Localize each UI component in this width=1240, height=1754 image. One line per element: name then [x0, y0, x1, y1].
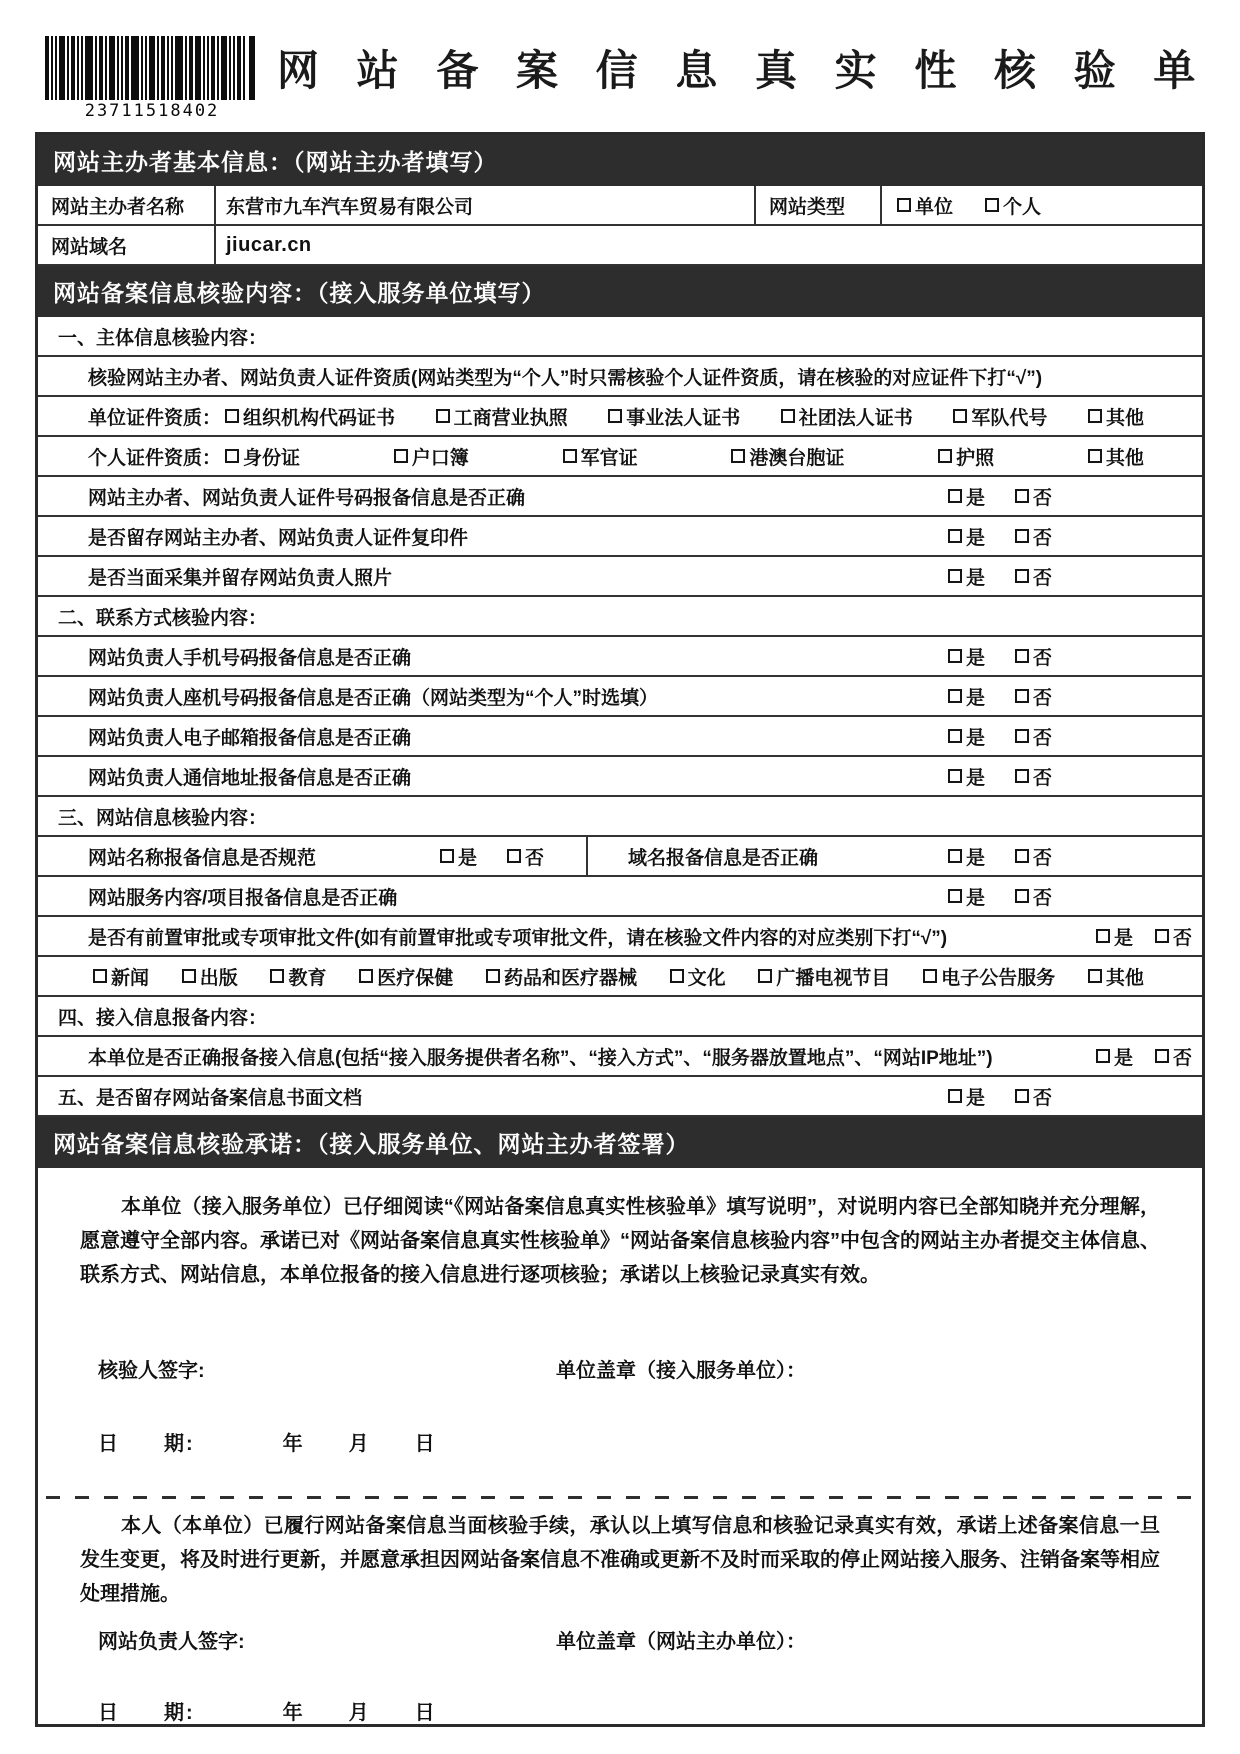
- yes-label: 是: [965, 727, 985, 749]
- checkbox[interactable]: [670, 969, 684, 983]
- no-checkbox[interactable]: [1155, 1049, 1169, 1063]
- row-part2-title: 二、联系方式核验内容：: [38, 597, 1202, 637]
- option-label: 广播电视节目: [776, 967, 891, 989]
- yes-no-group: [948, 483, 1202, 510]
- personal-cert-option[interactable]: [1088, 443, 1144, 470]
- approval-category-option[interactable]: [93, 963, 149, 990]
- checkbox[interactable]: [1088, 449, 1102, 463]
- no-option[interactable]: [1015, 563, 1052, 590]
- row-q-approval: [38, 917, 1202, 957]
- yes-checkbox[interactable]: [948, 769, 962, 783]
- checkbox[interactable]: [182, 969, 196, 983]
- verifier-sign-label: 核验人签字:: [98, 1360, 205, 1382]
- yes-label: 是: [457, 847, 477, 869]
- checkbox[interactable]: [1088, 969, 1102, 983]
- no-option[interactable]: [1015, 843, 1052, 870]
- sign-row-responsible: [98, 1625, 1202, 1654]
- option-label: 组织机构代码证书: [243, 407, 396, 429]
- unit-seal-access-label: 单位盖章（接入服务单位）：: [556, 1360, 806, 1382]
- option-label: 军队代号: [971, 407, 1048, 429]
- no-option[interactable]: [1015, 643, 1052, 670]
- option-label: 药品和医疗器械: [503, 967, 637, 989]
- option-label: 教育: [288, 967, 327, 989]
- question-text: 网站名称报备信息是否规范: [88, 847, 317, 869]
- yes-option[interactable]: [948, 1083, 985, 1110]
- row-approval-categories: [38, 957, 1202, 997]
- yes-option[interactable]: [948, 563, 985, 590]
- unit-seal-organizer-label: 单位盖章（网站主办单位）：: [556, 1631, 806, 1653]
- section-basic-header: 网站主办者基本信息：（网站主办者填写）: [38, 135, 1202, 186]
- no-label: 否: [1032, 727, 1052, 749]
- yes-checkbox[interactable]: [948, 649, 962, 663]
- option-label: 出版: [199, 967, 238, 989]
- no-checkbox[interactable]: [1015, 849, 1029, 863]
- yes-option[interactable]: [948, 523, 985, 550]
- yes-label: 是: [965, 487, 985, 509]
- yes-option[interactable]: [948, 843, 985, 870]
- yes-label: 是: [965, 647, 985, 669]
- no-option[interactable]: [1015, 723, 1052, 750]
- yes-no-group: [948, 763, 1202, 790]
- personal-cert-option[interactable]: [225, 443, 300, 470]
- row-q-access: [38, 1037, 1202, 1077]
- domain-label: 网站域名: [38, 226, 216, 264]
- no-label: 否: [524, 847, 544, 869]
- unit-label: 单位: [915, 196, 954, 218]
- unit-checkbox[interactable]: [897, 198, 911, 212]
- personal-cert-label: 个人证件资质：: [88, 447, 222, 469]
- no-option[interactable]: [1015, 1083, 1052, 1110]
- option-label: 新闻: [111, 967, 150, 989]
- yes-option[interactable]: [948, 643, 985, 670]
- unit-cert-option[interactable]: [225, 403, 395, 430]
- row-personal-cert: [38, 437, 1202, 477]
- barcode-number: 23711518402: [84, 101, 220, 121]
- no-option[interactable]: [1015, 683, 1052, 710]
- no-option[interactable]: [507, 843, 544, 870]
- no-label: 否: [1032, 1087, 1052, 1109]
- no-label: 否: [1172, 1047, 1192, 1069]
- option-label: 医疗保健: [377, 967, 454, 989]
- unit-cert-options: [225, 403, 1202, 430]
- no-label: 否: [1032, 847, 1052, 869]
- checkbox[interactable]: [731, 449, 745, 463]
- yes-option[interactable]: [948, 883, 985, 910]
- unit-cert-option[interactable]: [436, 403, 568, 430]
- domain-value: jiucar.cn: [226, 233, 312, 256]
- yes-no-group: [948, 643, 1202, 670]
- option-label: 护照: [956, 447, 995, 469]
- yes-no-group: [440, 843, 586, 870]
- approval-category-option[interactable]: [359, 963, 453, 990]
- checkbox[interactable]: [1088, 409, 1102, 423]
- yes-no-group: [948, 563, 1202, 590]
- checkbox[interactable]: [938, 449, 952, 463]
- approval-category-option[interactable]: [1088, 963, 1144, 990]
- personal-label: 个人: [1003, 196, 1042, 218]
- row-q-landline: [38, 677, 1202, 717]
- no-checkbox[interactable]: [1015, 889, 1029, 903]
- personal-checkbox[interactable]: [985, 198, 999, 212]
- promise-section: [38, 1168, 1202, 1724]
- no-option[interactable]: [1015, 883, 1052, 910]
- option-label: 身份证: [243, 447, 301, 469]
- checkbox[interactable]: [436, 409, 450, 423]
- no-label: 否: [1032, 527, 1052, 549]
- row-part1-title: 一、主体信息核验内容：: [38, 317, 1202, 357]
- organizer-name-value: 东营市九车汽车贸易有限公司: [226, 196, 474, 218]
- question-text: 网站负责人手机号码报备信息是否正确: [88, 647, 412, 669]
- yes-option[interactable]: [948, 483, 985, 510]
- checkbox[interactable]: [225, 409, 239, 423]
- yes-checkbox[interactable]: [948, 569, 962, 583]
- section-verify-header: 网站备案信息核验内容：（接入服务单位填写）: [38, 266, 1202, 317]
- personal-cert-option[interactable]: [394, 443, 469, 470]
- approval-category-option[interactable]: [670, 963, 726, 990]
- page-title: 网 站 备 案 信 息 真 实 性 核 验 单: [277, 47, 1209, 94]
- personal-cert-options: [225, 443, 1202, 470]
- no-checkbox[interactable]: [1015, 769, 1029, 783]
- no-option[interactable]: [1015, 483, 1052, 510]
- option-label: 户口簿: [411, 447, 469, 469]
- option-label: 港澳台胞证: [749, 447, 845, 469]
- option-label: 电子公告服务: [941, 967, 1056, 989]
- approval-category-option[interactable]: [270, 963, 326, 990]
- yes-label: 是: [965, 1087, 985, 1109]
- checkbox[interactable]: [953, 409, 967, 423]
- unit-cert-option[interactable]: [608, 403, 740, 430]
- yes-no-group: [948, 883, 1202, 910]
- personal-cert-option[interactable]: [563, 443, 638, 470]
- yes-no-group: [948, 843, 1202, 870]
- verification-form: [35, 132, 1205, 1727]
- question-text: 五、是否留存网站备案信息书面文档: [58, 1087, 363, 1109]
- question-text: 网站负责人电子邮箱报备信息是否正确: [88, 727, 412, 749]
- approval-category-options: [93, 963, 1202, 990]
- row-cert-note: 核验网站主办者、网站负责人证件资质(网站类型为“个人”时只需核验个人证件资质，请在核验的对应证件下打“√”): [38, 357, 1202, 397]
- barcode-icon: [45, 36, 255, 100]
- yes-no-group: [948, 523, 1202, 550]
- date-row-1: 日 期: 年 月 日: [98, 1433, 437, 1455]
- yes-label: 是: [965, 567, 985, 589]
- row-q-cert-number: [38, 477, 1202, 517]
- yes-label: 是: [965, 687, 985, 709]
- yes-no-group: [948, 723, 1202, 750]
- dashed-divider: [46, 1496, 1194, 1499]
- row-q-cert-copies: [38, 517, 1202, 557]
- row-domain: [38, 226, 1202, 266]
- personal-cert-option[interactable]: [938, 443, 994, 470]
- no-checkbox[interactable]: [1015, 649, 1029, 663]
- organizer-name-label: 网站主办者名称: [38, 186, 216, 224]
- yes-no-group: [948, 683, 1202, 710]
- yes-option[interactable]: [948, 723, 985, 750]
- row-sitename-domain: [38, 837, 1202, 877]
- yes-option[interactable]: [440, 843, 477, 870]
- checkbox[interactable]: [270, 969, 284, 983]
- yes-option[interactable]: [948, 763, 985, 790]
- no-checkbox[interactable]: [1015, 529, 1029, 543]
- checkbox[interactable]: [608, 409, 622, 423]
- unit-cert-option[interactable]: [953, 403, 1047, 430]
- no-label: 否: [1032, 767, 1052, 789]
- no-option[interactable]: [1155, 923, 1192, 950]
- checkbox[interactable]: [923, 969, 937, 983]
- yes-option[interactable]: [948, 683, 985, 710]
- option-label: 其他: [1105, 447, 1144, 469]
- sitename-cell: [38, 837, 588, 875]
- no-checkbox[interactable]: [507, 849, 521, 863]
- yes-label: 是: [965, 887, 985, 909]
- no-checkbox[interactable]: [1015, 729, 1029, 743]
- yes-option[interactable]: [1096, 923, 1133, 950]
- question-text: 是否留存网站主办者、网站负责人证件复印件: [88, 527, 469, 549]
- no-option[interactable]: [1015, 763, 1052, 790]
- site-type-option-unit[interactable]: [897, 192, 953, 219]
- date-row-2: 日 期: 年 月 日: [98, 1702, 437, 1724]
- yes-label: 是: [965, 527, 985, 549]
- promise-paragraph-2: 本人（本单位）已履行网站备案信息当面核验手续，承认以上填写信息和核验记录真实有效，承诺上述备案信息一旦发生变更，将及时进行更新，并愿意承担因网站备案信息不准确或更新不及时而采取的停止网站接入服务、注销备案等相应处理措施。: [80, 1515, 1160, 1605]
- no-label: 否: [1032, 687, 1052, 709]
- checkbox[interactable]: [225, 449, 239, 463]
- checkbox[interactable]: [758, 969, 772, 983]
- yes-no-group: [948, 1083, 1202, 1110]
- checkbox[interactable]: [394, 449, 408, 463]
- yes-checkbox[interactable]: [948, 489, 962, 503]
- no-label: 否: [1032, 487, 1052, 509]
- no-option[interactable]: [1015, 523, 1052, 550]
- unit-cert-option[interactable]: [1088, 403, 1144, 430]
- yes-no-group: [1096, 1043, 1202, 1070]
- responsible-sign-label: 网站负责人签字:: [98, 1631, 245, 1653]
- yes-label: 是: [1113, 927, 1133, 949]
- checkbox[interactable]: [359, 969, 373, 983]
- yes-checkbox[interactable]: [948, 1089, 962, 1103]
- checkbox[interactable]: [781, 409, 795, 423]
- no-label: 否: [1032, 567, 1052, 589]
- question-text: 是否当面采集并留存网站负责人照片: [88, 567, 393, 589]
- row-q-address: [38, 757, 1202, 797]
- question-text: 域名报备信息是否正确: [628, 847, 819, 869]
- yes-checkbox[interactable]: [1096, 929, 1110, 943]
- question-text: 本单位是否正确报备接入信息(包括“接入服务提供者名称”、“接入方式”、“服务器放置地点”、“网站IP地址”): [88, 1047, 993, 1069]
- no-option[interactable]: [1155, 1043, 1192, 1070]
- row-organizer-name: [38, 186, 1202, 226]
- barcode-block: [45, 36, 259, 121]
- no-checkbox[interactable]: [1015, 569, 1029, 583]
- question-text: 网站服务内容/项目报备信息是否正确: [88, 887, 398, 909]
- yes-label: 是: [1113, 1047, 1133, 1069]
- yes-checkbox[interactable]: [948, 889, 962, 903]
- option-label: 社团法人证书: [798, 407, 913, 429]
- no-checkbox[interactable]: [1015, 489, 1029, 503]
- yes-checkbox[interactable]: [1096, 1049, 1110, 1063]
- row-unit-cert: [38, 397, 1202, 437]
- approval-category-option[interactable]: [486, 963, 637, 990]
- row-part4-title: 四、接入信息报备内容：: [38, 997, 1202, 1037]
- unit-cert-option[interactable]: [781, 403, 913, 430]
- question-text: 网站主办者、网站负责人证件号码报备信息是否正确: [88, 487, 526, 509]
- yes-checkbox[interactable]: [948, 849, 962, 863]
- question-text: 网站负责人通信地址报备信息是否正确: [88, 767, 412, 789]
- site-type-label: 网站类型: [754, 186, 882, 224]
- section-promise-header: 网站备案信息核验承诺：（接入服务单位、网站主办者签署）: [38, 1117, 1202, 1168]
- approval-category-option[interactable]: [182, 963, 238, 990]
- question-text: 是否有前置审批或专项审批文件(如有前置审批或专项审批文件，请在核验文件内容的对应类别下打“√”): [88, 927, 948, 949]
- row-q-photo: [38, 557, 1202, 597]
- yes-checkbox[interactable]: [948, 729, 962, 743]
- option-label: 事业法人证书: [626, 407, 741, 429]
- yes-checkbox[interactable]: [440, 849, 454, 863]
- option-label: 文化: [687, 967, 726, 989]
- promise-paragraph-1: 本单位（接入服务单位）已仔细阅读“《网站备案信息真实性核验单》填写说明”，对说明内容已全部知晓并充分理解，愿意遵守全部内容。承诺已对《网站备案信息真实性核验单》“网站备案信息核验内容”中包含的网站主办者提交主体信息、联系方式、网站信息，本单位报备的接入信息进行逐项核验；承诺以上核验记录真实有效。: [80, 1196, 1160, 1286]
- no-label: 否: [1032, 887, 1052, 909]
- row-q-email: [38, 717, 1202, 757]
- site-type-option-personal[interactable]: [985, 192, 1041, 219]
- approval-category-option[interactable]: [923, 963, 1055, 990]
- yes-label: 是: [965, 767, 985, 789]
- no-checkbox[interactable]: [1015, 689, 1029, 703]
- no-label: 否: [1172, 927, 1192, 949]
- row-part5-title: [38, 1077, 1202, 1117]
- domain-info-cell: [588, 843, 1202, 870]
- row-q-mobile: [38, 637, 1202, 677]
- no-checkbox[interactable]: [1015, 1089, 1029, 1103]
- checkbox[interactable]: [486, 969, 500, 983]
- personal-cert-option[interactable]: [731, 443, 844, 470]
- sign-row-verifier: [98, 1354, 1202, 1383]
- yes-no-group: [1096, 923, 1202, 950]
- yes-label: 是: [965, 847, 985, 869]
- option-label: 其他: [1105, 407, 1144, 429]
- page-header: [35, 28, 1209, 132]
- option-label: 工商营业执照: [453, 407, 568, 429]
- unit-cert-label: 单位证件资质：: [88, 407, 222, 429]
- option-label: 军官证: [580, 447, 638, 469]
- no-label: 否: [1032, 647, 1052, 669]
- option-label: 其他: [1105, 967, 1144, 989]
- yes-checkbox[interactable]: [948, 529, 962, 543]
- row-q-service: [38, 877, 1202, 917]
- yes-option[interactable]: [1096, 1043, 1133, 1070]
- question-text: 网站负责人座机号码报备信息是否正确（网站类型为“个人”时选填）: [88, 687, 659, 709]
- row-part3-title: 三、网站信息核验内容：: [38, 797, 1202, 837]
- site-type-options: [882, 188, 1202, 223]
- yes-checkbox[interactable]: [948, 689, 962, 703]
- no-checkbox[interactable]: [1155, 929, 1169, 943]
- approval-category-option[interactable]: [758, 963, 890, 990]
- checkbox[interactable]: [563, 449, 577, 463]
- checkbox[interactable]: [93, 969, 107, 983]
